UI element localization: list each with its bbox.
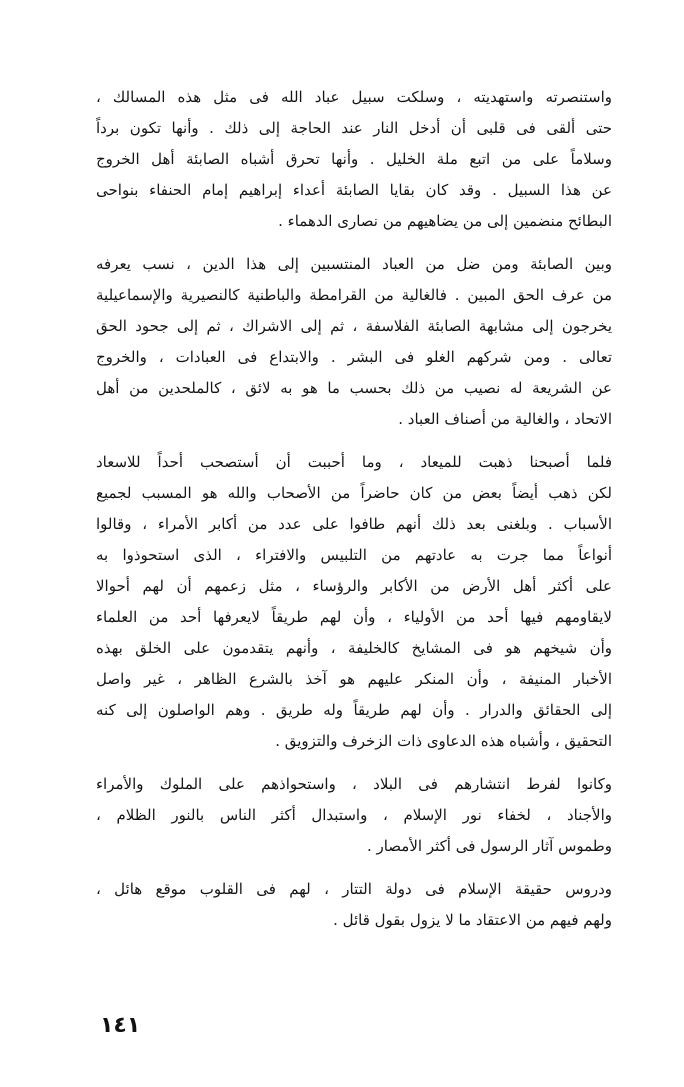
text-line: وكانوا لفرط انتشارهم فى البلاد ، واستحواذهم على الملوك والأمراء <box>96 775 612 793</box>
page-body <box>96 82 612 936</box>
text-line: واستنصرته واستهديته ، وسلكت سبيل عباد الله فى مثل هذه المسالك ، <box>96 88 612 106</box>
text-line: حتى ألقى فى قلبى أن أدخل النار عند الحاجة إلى ذلك . وأنها تكون برداً <box>96 119 612 137</box>
text-line: وبين الصابئة ومن ضل من العباد المنتسبين إلى هذا الدين ، نسب يعرفه <box>96 255 612 273</box>
paragraph-4 <box>96 769 612 862</box>
paragraph-3 <box>96 447 612 757</box>
text-line: أنواعاً مما جرت به عادتهم من التلبيس والافتراء ، الذى استحوذوا به <box>96 546 612 564</box>
text-line: لايقاومهم فيها أحد من الأولياء ، وأن لهم طريقاً لايعرفها أحد من العلماء <box>96 608 612 626</box>
page-number: ١٤١ <box>100 1013 141 1038</box>
paragraph-gap <box>96 435 612 447</box>
paragraph-1 <box>96 82 612 237</box>
text-line: ولهم فيهم من الاعتقاد ما لا يزول بقول قائل . <box>333 911 612 929</box>
text-line: لكن ذهب أيضاً بعض من كان حاضراً من الأصحاب والله هو المسبب لجميع <box>96 484 612 502</box>
text-line: عن الشريعة له نصيب من ذلك بحسب ما هو به لائق ، كالملحدين من أهل <box>96 379 612 397</box>
paragraph-gap <box>96 757 612 769</box>
paragraph-gap <box>96 862 612 874</box>
text-line: التحقيق ، وأشباه هذه الدعاوى ذات الزخرف والتزويق . <box>275 732 612 750</box>
text-line: على أكثر أهل الأرض من الأكابر والرؤساء ، مثل زعمهم أن لهم أحوالا <box>96 577 612 595</box>
text-line: وطموس آثار الرسول فى أكثر الأمصار . <box>366 837 612 855</box>
text-line: تعالى . ومن شركهم الغلو فى البشر . والابتداع فى العبادات ، والخروج <box>96 348 612 366</box>
paragraph-5 <box>96 874 612 936</box>
text-line: البطائح منضمين إلى من يضاهيهم من نصارى الدهماء . <box>278 212 612 230</box>
paragraph-gap <box>96 237 612 249</box>
text-line: ودروس حقيقة الإسلام فى دولة التتار ، لهم فى القلوب موقع هائل ، <box>96 880 612 898</box>
text-line: إلى الحقائق والدرار . وأن لهم طريقاً وله طريق . وهم الواصلون إلى كنه <box>96 701 612 719</box>
text-line: وأن شيخهم هو فى المشايخ كالخليفة ، وأنهم يتقدمون على الخلق بهذه <box>96 639 612 657</box>
text-line: وسلاماً على من اتبع ملة الخليل . وأنها تحرق أشباه الصابئة أهل الخروج <box>96 150 612 168</box>
text-line: عن هذا السبيل . وقد كان بقايا الصابئة أعداء إبراهيم إمام الحنفاء بنواحى <box>96 181 612 199</box>
text-line: الاتحاد ، والغالية من أصناف العباد . <box>398 410 612 428</box>
text-line: الأخبار المنيفة ، وأن المنكر عليهم هو آخذ بالشرع الظاهر ، غير واصل <box>96 670 612 688</box>
text-line: من عرف الحق المبين . فالغالية من القرامطة والباطنية كالنصيرية والإسماعيلية <box>96 286 612 304</box>
text-line: والأجناد ، لخفاء نور الإسلام ، واستبدال أكثر الناس بالنور الظلام ، <box>96 806 612 824</box>
text-line: الأسباب . وبلغنى بعد ذلك أنهم طافوا على عدد من أكابر الأمراء ، وقالوا <box>96 515 612 533</box>
text-line: يخرجون إلى مشابهة الصابئة الفلاسفة ، ثم إلى الاشراك ، ثم إلى جحود الحق <box>96 317 612 335</box>
text-line: فلما أصبحنا ذهبت للميعاد ، وما أحببت أن أستصحب أحداً للاسعاد <box>96 453 612 471</box>
paragraph-2 <box>96 249 612 435</box>
